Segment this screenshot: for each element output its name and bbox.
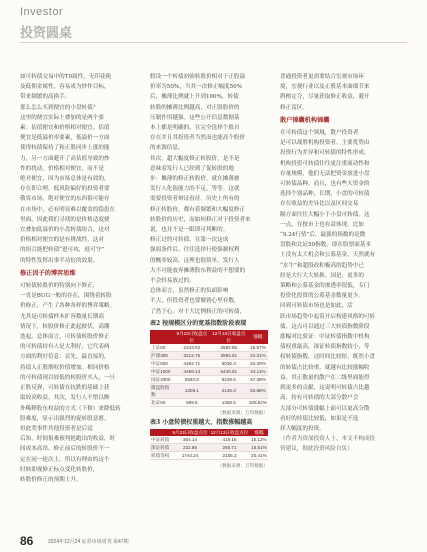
text-line: 间成本高昂。修正前后的转股价不一 [20,446,110,453]
table-cell: 6036.3 [210,359,248,367]
text-line: 修正雷区。 [280,104,308,111]
table-source: （数据来源：万得数据） [217,462,268,468]
table-cell: 599.6 [174,398,210,406]
table-cell: 中证500 [150,359,174,367]
text-line: 绝对便宜，因为市场总体是有效的， [20,176,110,183]
table-cell: 深证转债 [151,444,170,450]
table-row [150,451,268,459]
text-line: 转股价修正的预期上升。 [20,476,82,483]
table-row [150,344,268,352]
text-line: 后知，时间很难预判抢跑出的收益，时 [20,436,116,443]
table-cell: 微盘股指数 [150,383,174,398]
page-footer [0,528,427,552]
text-line: 经是大行大大转换。国是，更多的 [280,272,364,279]
text-line: 带来频繁的高换手。 [20,94,71,101]
text-line: 普通投资者更需要结合宏观市场环 [280,74,364,80]
paragraph [20,72,138,103]
index-performance-table [150,330,268,407]
table-cell: 364.14 [171,436,209,444]
text-line: 在市场中，必有明显难以覆盖的隐患在 [20,206,116,213]
text-line: 资建议，据此投资风险自负） [280,446,353,453]
text-line: 斟酌定夺，尽量获取修正收益，避开 [280,94,370,101]
table-header-cell: 涨幅 [250,429,268,436]
text-line: 敬畏市场，绝对便宜的东西很可能存 [20,196,110,203]
text-line: 如可转债交易中的T0属性，无印花税 [20,74,112,80]
table-cell: 285.71 [209,443,250,451]
text-line: 到更多的贡献，这说明可转债占比越 [280,385,370,392]
text-line: 债，这点可以通过三大转债指数阶段 [280,323,370,330]
text-line: 正股反弹，可转债在抗跌的基础上获 [20,385,110,392]
table-cell: 4469.13 [174,367,210,375]
text-line: 不会轻易放过的。 [150,278,195,285]
table-cell: 中证转债 [151,436,170,442]
text-line: 力，另一方面避开了高估值导致的炒 [20,155,110,162]
table-cell: 19.57% [248,344,268,352]
table-cell: 2682.85 [210,344,248,352]
text-line: （作者为资深投资人士，本文不构成投 [280,436,376,443]
table-cell: 34.30% [248,359,268,367]
text-line: 后，摊薄比例就上升到100%，转债 [150,94,239,101]
page-header [0,0,427,62]
text-line: 其次，超大幅度修正转股价，是不是 [150,155,240,162]
text-line: 盘股和北证50指数，即在股票面基本 [280,242,372,249]
text-line: 外稀释股东权益的方式（下修）来降低转 [20,405,121,412]
text-line: 策略和公募基金的渗透率很低，专门 [280,283,370,290]
text-line: 大不可能放弃摊薄股东利益的不想要的 [150,267,246,274]
text-line: 持债人正股期权价值增加。相同价格 [20,364,110,371]
table-row [150,351,268,359]
text-line: 那么怎么买到便宜的小盘转债？ [20,104,99,111]
text-line: 看好的持债比较低，如果是不选 [280,415,359,422]
table-row [150,436,268,444]
text-line: 价修正，产生了各种各样的博弈策略。 [20,303,116,310]
table-cell: 3993.51 [210,351,248,359]
text-line: 高，持有可转债的大部分散户会 [280,395,359,402]
table-cell: 1744.24 [171,451,209,459]
text-line: 债权重最高，深证转债指数较小，等 [280,344,370,351]
paragraph [150,72,268,154]
column-3 [280,72,398,455]
table-cell: 6440.51 [210,367,248,375]
table-header-row [150,429,268,436]
text-line: 是可以战胜机构投资者。主要优势由 [280,140,370,147]
table-cell: 沪深300 [150,351,174,359]
text-line: 迭起。总体而言，可转债转股价修正 [20,334,110,341]
text-line: 宜叠加低溢价的小盘转债组合，这对 [20,227,110,234]
table-cell: 4494.71 [174,359,210,367]
table-cell: 北证50 [150,398,174,406]
text-line: 了然于心。对于大比例修正的可转债， [150,308,246,315]
table-header-row [150,330,268,344]
text-line: “9.24行情”后，最强的指数的是微 [280,232,366,239]
table-header-cell [150,429,171,436]
table-cell: 上证50 [150,344,174,352]
text-line: 境，宏观行业以及正股基本面细节来 [280,84,370,91]
table-cell: 24.31% [248,351,268,359]
text-line: 步：摊薄的修正转股价，就在摊薄被 [150,176,240,183]
table-header-cell: 9月23日收盘点位 [172,429,208,435]
text-line: 投资化投资的公募基金数量更少。 [280,293,364,300]
text-line: 跃市场趋势中起着开启构建风格的可转 [280,313,376,320]
table-header-cell: 涨幅 [248,330,268,344]
table-cell: 2243.02 [174,344,210,352]
table-cell: 15.12% [251,436,267,442]
paragraph [280,414,398,434]
paragraph [150,286,268,317]
text-line: 转股的摊薄比例越高，对正股股价的 [150,104,240,111]
text-line: 定在同一轮次上，所以有理由的这个 [20,456,110,463]
text-line: 情况下，转股价修正此起彼伏，高潮 [20,323,110,330]
text-line: 益，其正数量的散户在二级里面能得 [280,374,370,381]
paragraph [280,301,398,413]
text-line: 素：估值便宜和价格相对便宜。估值 [20,125,110,132]
text-line: 回到可转债市场也是如此，活 [280,303,353,310]
paragraph [150,235,268,286]
table-cell: 中证1000 [150,367,174,375]
text-line: 及低佣金属性，容易成为炒作目标， [20,84,110,91]
table-cell: 20.41% [251,452,267,458]
table-cell: 2145.3 [210,383,248,398]
text-line: 说，也并不是一眼即可判断的。 [150,227,229,234]
table-cell: 44.11% [248,367,268,375]
paragraph [20,424,138,485]
text-line: 隔方面往往大幅小于小盘可转债。这 [280,211,370,218]
header-divider [20,42,407,43]
text-line: 但此类事件其他投资者是后觉 [20,425,93,432]
text-line: 使得转债保持了和正股同步上涨的能 [20,145,110,152]
text-line: 涨幅对比验证：中证转债指数中机构 [280,334,370,341]
table-cell: 232.86 [171,443,209,451]
text-line: 存量规模，他们无法把资金放进小盘 [280,170,370,177]
text-line: 存在并且其投资者当然而也能高个股价 [150,135,246,142]
text-line: 选择个别品种，长期，小盘的可转债 [280,191,370,198]
text-line: 修正转股价，都有着频繁和大幅度修正 [150,206,246,213]
text-line: 的组合能把转债“进可攻，退可守” [20,247,105,254]
table-row [150,383,268,398]
table-cell: 1358.5 [210,398,248,406]
text-line: 便宜是低溢价率要素，低溢价一方面 [20,135,110,142]
table-cell: 1309.1 [174,383,210,398]
text-line: 转股价的历史，而如何修正对于投资者来 [150,216,251,223]
table-source: （数据来源：万得数据） [217,409,268,415]
convertible-index-table [150,429,268,460]
text-line: 方面的利好信息：首先，最直接的， [20,354,110,361]
text-line: 机构投资可转债往往更注重流动性和 [280,160,370,167]
table-header-cell: 9月23日收盘点位 [174,330,210,344]
table-title: 表2 按规模区分的宽基指数阶段表现 [150,319,247,327]
text-line: 上没有太大机会和公募基金，天然就有 [280,252,376,259]
table-cell: 63.88% [248,383,268,398]
page-number: 86 [20,534,34,548]
text-line: 大部分可转债涨幅上面可以更高分散 [280,405,370,412]
table-row [150,398,268,406]
text-line: 本上都是明确的，在完全选择个股自 [150,125,240,132]
section-title: 投资圆桌 [20,26,73,41]
text-line: 存在即合理。低风险偏好的投资者要 [20,186,110,193]
paragraph [280,72,398,113]
paragraph [280,128,398,301]
text-line: 发行人化债能力的不足，等等。这就 [150,186,240,193]
table-row [150,367,268,375]
table-cell: 5582.8 [174,375,210,383]
subheading: 修正因子的博弈思维 [20,269,76,277]
table-row [150,359,268,367]
column-1 [20,72,138,485]
text-line: “水牛”和超股改积极高的趋势中已 [280,262,365,269]
text-line: 存在收益的差异比以及区间交易 [280,201,359,208]
table-row [150,375,268,383]
text-line: 股难度，显示出强烈的促转股意愿。 [20,415,110,422]
text-line: 权转债指数，这时间比较短，既然小盘 [280,354,376,361]
text-line: 择大幅度的投资。 [280,425,325,432]
subheading: 散户锦囊机构锦囊 [280,116,330,124]
table-cell: 2155.3 [209,451,250,459]
table-header-cell: 12月13日收盘点位 [210,429,249,435]
text-line: 修正过的可转债，在第一次这成 [150,237,229,244]
table-header-cell [150,330,174,344]
table-cell: 3212.76 [174,351,210,359]
author-note [280,434,398,454]
table-cell: 47.39% [248,375,268,383]
table-cell: 18.51% [251,444,267,450]
text-line: 的来源信息。 [150,145,184,152]
text-line: 投资行为差异和可转债的特性形成。 [280,150,370,157]
text-line: 可转债品种，而且，也有些大资金的 [280,181,370,188]
table-title: 表3 小盘转债权重越大，指数涨幅越高 [150,418,253,426]
publication-info: 2024年12月24 证券市场周刊 第47期 [48,539,129,545]
text-line: 里面。因此我们寻找的是价格适度便 [20,216,110,223]
text-line: 价格相对便宜的是有挑战性，这对 [20,237,104,244]
text-line: 价率为50%，当其一次修正幅度50% [150,84,242,91]
text-line: 强弱条件后，往往选择行使强制权利 [150,247,240,254]
table-header-cell: 12月13日收盘点位 [210,330,248,344]
table-cell: 419.15 [209,436,250,444]
column-2 [150,72,268,469]
text-line: 需要投资者辩证看待。历史上所有的 [150,196,240,203]
paragraph [150,154,268,236]
text-line: 的可转债现以较低的转股价买入，一旦 [20,374,116,381]
table-cell: 国证2000 [150,375,174,383]
text-line: 压制作用越强。这些公开信息数据基 [150,114,240,121]
text-line: 意味着发行人已经到了促转股的地 [150,165,234,172]
table-cell: 转债等权 [151,452,170,458]
text-line: 一直是BUG一般的存在，围绕着转股 [20,293,112,300]
text-line: 的特性发挥出事半功倍的效果。 [20,257,99,264]
text-line: 作的扰动。价格相对便宜，而不是 [20,165,104,172]
text-line: 不大，但投资者也要做到心里有数， [150,298,240,305]
text-line: 时候即视修正标点变化转股价， [20,466,99,473]
text-line: 一点，在按市上也有益体现。比如 [280,221,364,228]
text-line: 尤其是可转债样本扩容数量长期高 [20,313,104,320]
text-line: 的可转债持有人是大利好，它代表两 [20,344,110,351]
text-line: 可转债转股价的特别向下修正， [20,283,99,290]
column-kicker: Investor [20,6,64,18]
paragraph [20,281,138,424]
table-cell: 109.82% [248,399,267,405]
text-line: 取较高收益。其次，发行人不惜以额 [20,395,110,402]
text-line: 这里的便宜实际上叠加的是两个要 [20,114,104,121]
table-row [150,443,268,451]
text-line: 的转债占比较重，就越有比较涨幅收 [280,364,370,371]
text-line: 假设一个转债初始转股价相对于正股溢 [150,74,246,80]
text-line: 总体而言，虽然修正的负面影响 [150,288,229,295]
table-cell: 8228.5 [210,375,248,383]
text-line: 的概率较高。这理也很简单，发行人 [150,257,240,264]
text-line: 在可转债这个领域，散户投资者 [280,130,359,137]
paragraph [20,103,138,266]
